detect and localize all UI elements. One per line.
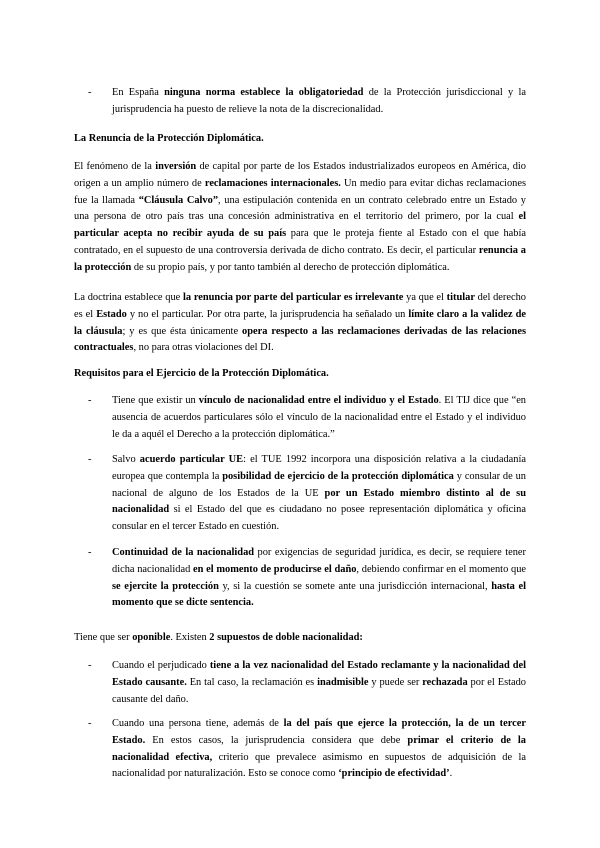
text: y consular de un nacional de alguno de los Estados de la UE (112, 470, 526, 499)
bold-text: acuerdo particular UE (139, 454, 244, 465)
bold-text: Continuidad de la nacionalidad (112, 547, 255, 558)
text: Cuando una persona tiene, además de (112, 718, 284, 729)
text: ; y es que ésta únicamente (122, 325, 243, 337)
text: Cuando el perjudicado (112, 660, 210, 671)
bold-text: en el momento de producirse el daño (193, 563, 357, 575)
bold-text: ‘principio de efectividad’ (338, 768, 450, 780)
requirement-item-acuerdo-ue (74, 452, 526, 536)
bold-text: renuncia a la protección (74, 244, 526, 273)
text: y puede ser (368, 676, 423, 688)
list-dash: - (88, 395, 92, 406)
text: si el Estado del que es ciudadano no posee representación diplomática y oficina consular en el tercer Estado en cuestión. (112, 504, 526, 533)
bold-text: opera respecto a las reclamaciones derivadas de las relaciones contractuales (74, 325, 526, 354)
text: Tiene que ser (74, 632, 133, 643)
bold-text: inversión (155, 161, 197, 172)
text: En tal caso, la reclamación es (186, 676, 318, 688)
list-dash: - (88, 454, 92, 465)
case-item-doble-nacionalidad-1 (74, 658, 526, 708)
text: , debiendo confirmar en el momento que (356, 563, 526, 575)
bold-text: la renuncia por parte del particular es irrelevante (183, 292, 404, 303)
bold-text: “Cláusula Calvo” (138, 194, 219, 206)
text: por exigencias de seguridad jurídica, es decir, se requiere tener dicha nacionalidad (112, 547, 526, 575)
section-title-requisitos: Requisitos para el Ejercicio de la Protección Diplomática. (74, 368, 329, 379)
bold-text: reclamaciones internacionales. (204, 177, 341, 189)
bold-text: límite claro a la validez de la cláusula (74, 308, 526, 337)
requirement-item-continuidad (74, 545, 526, 612)
text: La doctrina establece que (74, 292, 184, 303)
list-dash: - (88, 718, 92, 729)
text: de capital por parte de los Estados industrializados europeos en América, dio origen a un amplio número de (74, 161, 526, 189)
paragraph-doctrina (74, 290, 526, 357)
text: Un medio para evitar dichas reclamaciones fue la llamada (74, 177, 526, 206)
bold-text: rechazada (422, 676, 468, 688)
text: de la Protección jurisdiccional y la jurisprudencia ha puesto de relieve la nota de la discrecionalidad. (112, 87, 526, 115)
text: para que le proteja fiente al Estado con el que había contratado, en el supuesto de una controversia derivada de dicho contrato. Es decir, el particular (74, 228, 526, 256)
text: . Existen (170, 632, 210, 643)
text: por el Estado causante del daño. (112, 676, 526, 705)
text: del derecho es el (74, 292, 526, 320)
text: : el TUE 1992 incorpora una disposición relativa a la ciudadanía europea que contempla la (112, 454, 526, 482)
text: Salvo (112, 454, 140, 465)
bold-text: la del país que ejerce la protección, la de un tercer Estado. (112, 718, 526, 746)
text: . (449, 768, 453, 780)
bold-text: vínculo de nacionalidad entre el individuo y el Estado (198, 395, 439, 406)
bold-text: hasta el momento que se dicte sentencia. (112, 580, 526, 609)
list-dash: - (88, 660, 92, 671)
text: , no para otras violaciones del DI. (133, 342, 274, 354)
bold-text: Estado (96, 308, 127, 320)
requirement-item-nacionalidad (74, 393, 526, 443)
bold-text: posibilidad de ejercicio de la protección diplomática (222, 470, 454, 482)
text: , una estipulación contenida en un contrato celebrado entre un Estado y una persona de otro país tras una concesión administrativa en el territorio del primero, por la cual (74, 194, 526, 223)
text: El fenómeno de la (74, 161, 156, 172)
list-dash: - (88, 547, 92, 558)
text: y, si la cuestión se somete ante una jurisdicción internacional, (218, 580, 492, 592)
text: En estos casos, la jurisprudencia considera que debe (145, 734, 408, 746)
bold-text: se ejercite la protección (112, 580, 219, 592)
bold-text: inadmisible (317, 676, 369, 688)
text: y no el particular. Por otra parte, la jurisprudencia ha señalado un (126, 308, 409, 320)
paragraph-oponible (74, 630, 526, 647)
bold-text: tiene a la vez nacionalidad del Estado reclamante y la nacionalidad del Estado causante. (112, 660, 526, 688)
text: de su propio país, y por tanto también al derecho de protección diplomática. (131, 261, 450, 273)
intro-list-item (74, 85, 526, 119)
text: En España (112, 87, 165, 98)
bold-text: 2 supuestos de doble nacionalidad: (209, 632, 363, 643)
bold-text: titular (446, 292, 475, 303)
text: criterio que prevalece asimismo en supuestos de adquisición de la nacionalidad por naturalización. Esto se conoce como (112, 751, 526, 780)
text: . El TIJ dice que “en ausencia de acuerdos particulares sólo el vínculo de la nacionalidad entre el Estado y el individuo le da a aquél el Derecho a la protección diplomática.” (112, 395, 527, 440)
list-dash: - (88, 87, 92, 98)
paragraph-clausula-calvo (74, 159, 526, 277)
bold-text: oponible (132, 632, 171, 643)
case-item-doble-nacionalidad-2 (74, 716, 526, 783)
bold-text: primar el criterio de la nacionalidad efectiva, (112, 734, 527, 763)
section-title-renuncia: La Renuncia de la Protección Diplomática. (74, 133, 264, 144)
bold-text: ninguna norma establece la obligatoriedad (164, 87, 364, 98)
bold-text: el particular acepta no recibir ayuda de su país (74, 211, 526, 240)
text: ya que el (403, 292, 447, 303)
bold-text: por un Estado miembro distinto al de su nacionalidad (112, 487, 526, 516)
text: Tiene que existir un (112, 395, 199, 406)
